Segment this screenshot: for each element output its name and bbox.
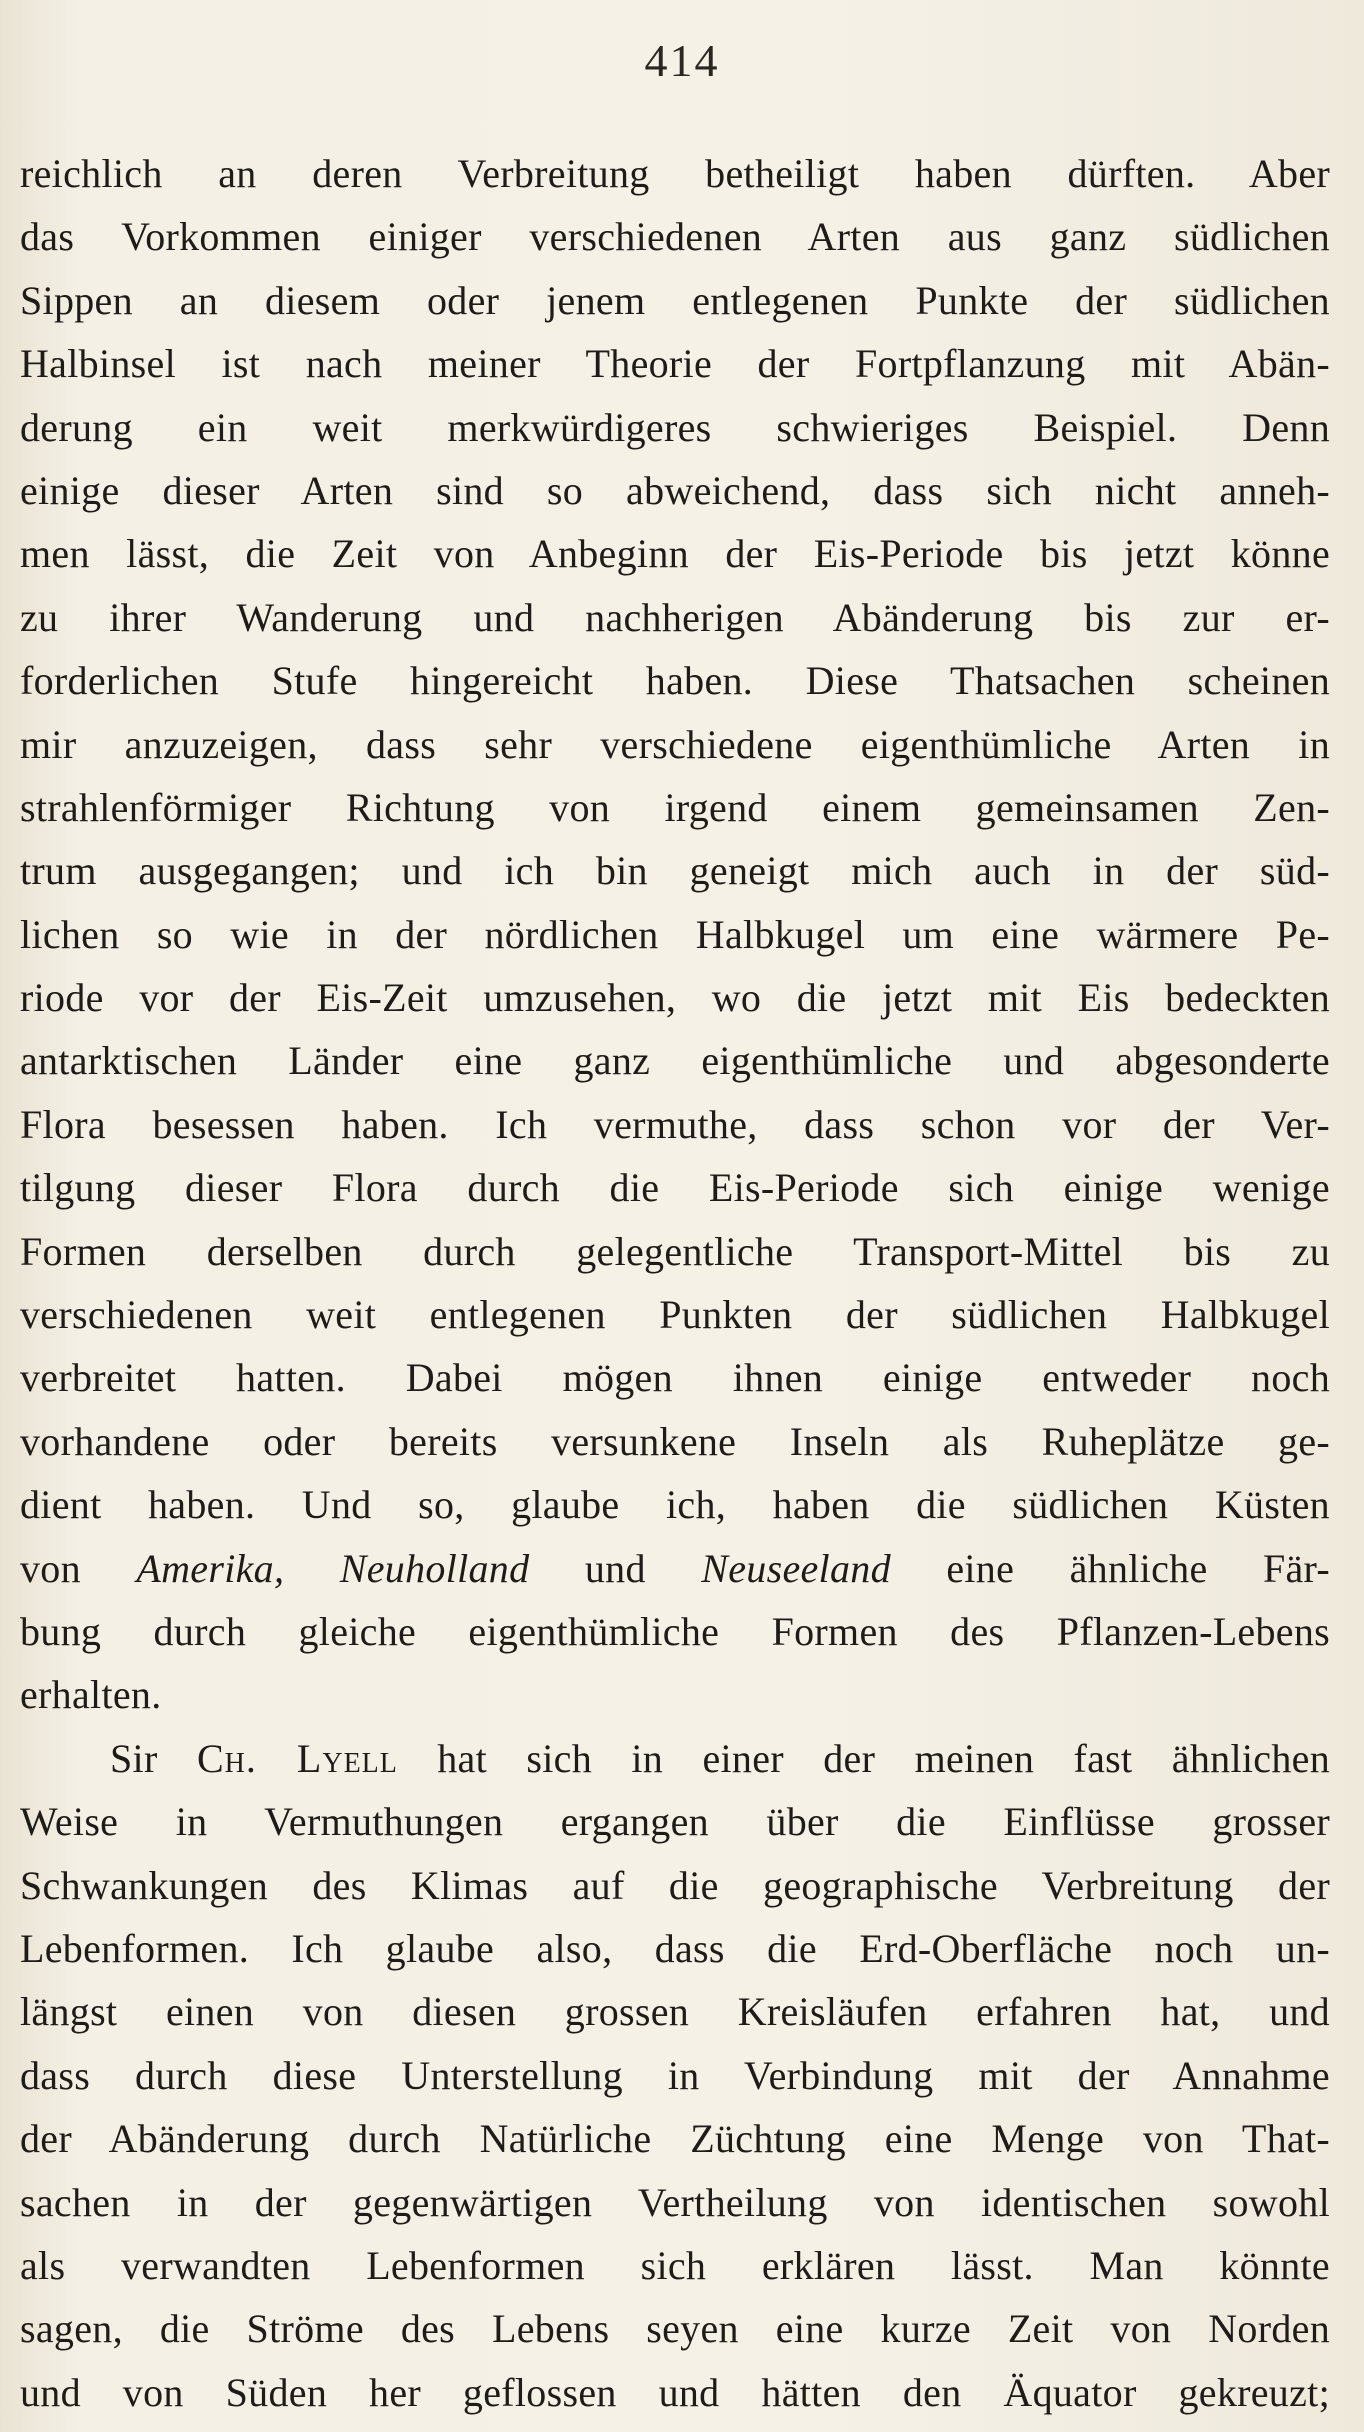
body-text [20,142,1330,2424]
text-line: und von Süden her geflossen und hätten den Äquator gekreuzt; [20,2369,1330,2415]
line-suffix: eine ähnliche Fär- [890,1545,1330,1591]
place-name-neuholland: Neuholland [339,1545,530,1591]
text-line: riode vor der Eis-Zeit umzusehen, wo die jetzt mit Eis bedeckten [20,975,1330,1021]
text-line: bung durch gleiche eigenthümliche Formen des Pflanzen-Lebens [20,1608,1330,1654]
text-line: Sippen an diesem oder jenem entlegenen Punkte der südlichen [20,277,1330,323]
text-line: forderlichen Stufe hingereicht haben. Diese Thatsachen scheinen [20,658,1330,704]
text-line: trum ausgegangen; und ich bin geneigt mich auch in der süd- [20,848,1330,894]
text-line: sachen in der gegenwärtigen Vertheilung von identischen sowohl [20,2179,1330,2225]
text-line: verbreitet hatten. Dabei mögen ihnen einige entweder noch [20,1355,1330,1401]
text-line: zu ihrer Wanderung und nachherigen Abänderung bis zur er- [20,594,1330,640]
text-line: Schwankungen des Klimas auf die geographische Verbreitung der [20,1862,1330,1908]
text-line-with-places [20,1537,1330,1600]
text-line: als verwandten Lebenformen sich erklären lässt. Man könnte [20,2242,1330,2288]
text-line: tilgung dieser Flora durch die Eis-Periode sich einige wenige [20,1165,1330,1211]
text-line: vorhandene oder bereits versunkene Inseln als Ruheplätze ge- [20,1418,1330,1464]
text-line: dass durch diese Unterstellung in Verbindung mit der Annahme [20,2052,1330,2098]
text-line: einige dieser Arten sind so abweichend, dass sich nicht anneh- [20,467,1330,513]
line-conjunction: und [529,1545,702,1591]
text-line: strahlenförmiger Richtung von irgend einem gemeinsamen Zen- [20,784,1330,830]
text-line: der Abänderung durch Natürliche Züchtung eine Menge von That- [20,2116,1330,2162]
author-name: Ch. Lyell [196,1735,398,1781]
text-line: lichen so wie in der nördlichen Halbkugel um eine wärmere Pe- [20,911,1330,957]
text-line: längst einen von diesen grossen Kreisläufen erfahren hat, und [20,1989,1330,2035]
page-number: 414 [644,35,720,86]
paragraph-start-line [20,1727,1330,1790]
text-line: antarktischen Länder eine ganz eigenthümliche und abgesonderte [20,1038,1330,1084]
text-line: derung ein weit merkwürdigeres schwieriges Beispiel. Denn [20,404,1330,450]
text-line: Lebenformen. Ich glaube also, dass die Erd-Oberfläche noch un- [20,1925,1330,1971]
text-line: dient haben. Und so, glaube ich, haben die südlichen Küsten [20,1482,1330,1528]
place-name-neuseeland: Neuseeland [701,1545,891,1591]
text-line: Flora besessen haben. Ich vermuthe, dass schon vor der Ver- [20,1101,1330,1147]
line-prefix: Sir [110,1735,197,1781]
text-line: men lässt, die Zeit von Anbeginn der Eis-Periode bis jetzt könne [20,531,1330,577]
text-line: mir anzuzeigen, dass sehr verschiedene eigenthümliche Arten in [20,721,1330,767]
line-suffix: hat sich in einer der meinen fast ähnlichen [397,1735,1330,1781]
line-prefix: von [20,1545,137,1591]
paragraph-end-line: erhalten. [20,1672,162,1718]
text-line: Formen derselben durch gelegentliche Transport-Mittel bis zu [20,1228,1330,1274]
text-line: verschiedenen weit entlegenen Punkten der südlichen Halbkugel [20,1292,1330,1338]
text-line: reichlich an deren Verbreitung betheiligt haben dürften. Aber [20,151,1330,196]
text-line: sagen, die Ströme des Lebens seyen eine kurze Zeit von Norden [20,2306,1330,2352]
place-name-amerika: Amerika, [136,1545,285,1591]
text-line: Halbinsel ist nach meiner Theorie der Fortpflanzung mit Abän- [20,341,1330,387]
text-line: das Vorkommen einiger verschiedenen Arten aus ganz südlichen [20,214,1330,260]
text-line: Weise in Vermuthungen ergangen über die Einflüsse grosser [20,1799,1330,1845]
